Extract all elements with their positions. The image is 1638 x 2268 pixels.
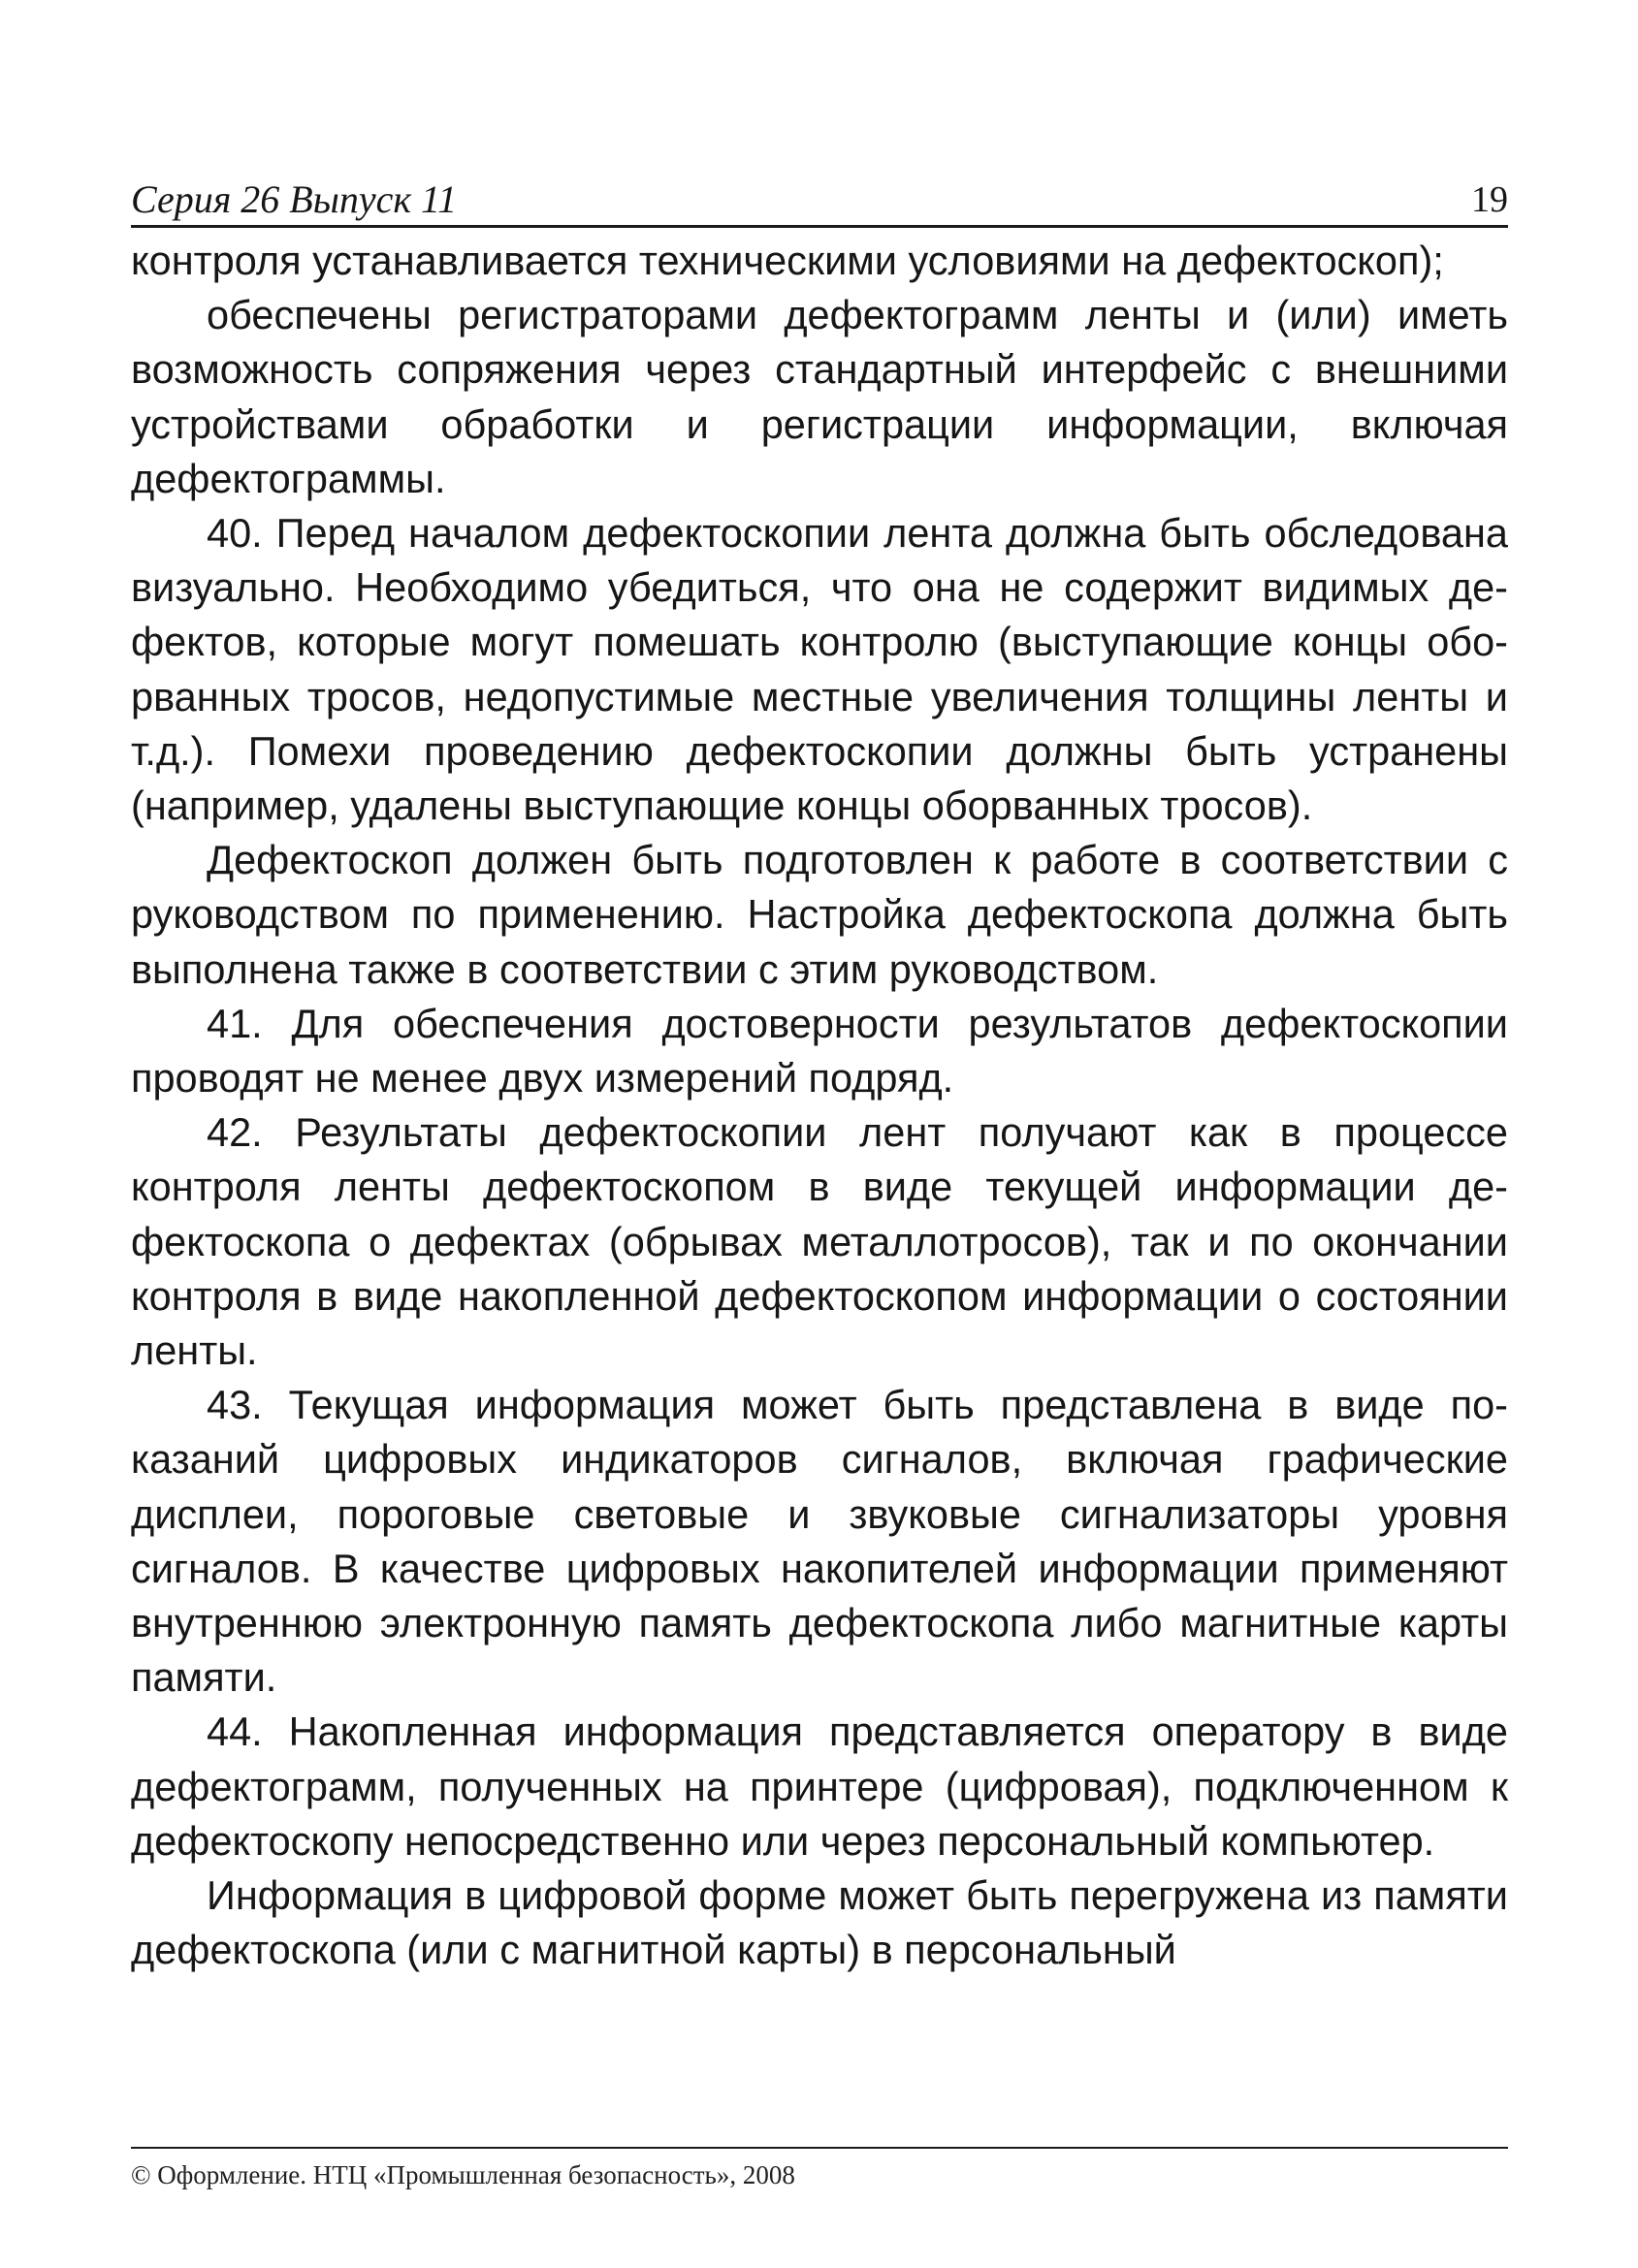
paragraph-item-42: 42. Результаты дефектоскопии лент получают как в процессе контроля ленты дефектоскопом в виде текущей информации дефектоскопа о дефектах (обрывах металлотросов), так и по окончании контроля в виде накопленной дефектоскопом информации о состоянии ленты. — [131, 1109, 1508, 1374]
paragraph-item-41: 41. Для обеспечения достоверности результатов дефектоскопии проводят не менее двух измерений подряд. — [131, 1000, 1508, 1102]
paragraph-digital-info: Информация в цифровой форме может быть перегружена из памяти дефектоскопа (или с магнитной карты) в персональный — [131, 1872, 1508, 1973]
page-number: 19 — [1471, 179, 1508, 220]
footer-copyright: © Оформление. НТЦ «Промышленная безопасность», 2008 — [131, 2160, 795, 2189]
body-text — [131, 234, 1508, 1978]
running-header — [131, 175, 1508, 228]
paragraph-recorders: обеспечены регистраторами дефектограмм ленты и (или) иметь возможность сопряжения через стандартный интерфейс с внешними устройствами обработки и регистрации информации, включая дефектограммы. — [131, 292, 1508, 501]
footer-divider — [131, 2147, 1508, 2149]
paragraph-continuation: контроля устанавливается техническими условиями на дефектоскоп); — [131, 238, 1444, 283]
series-title: Серия 26 Выпуск 11 — [131, 177, 458, 221]
paragraph-item-44: 44. Накопленная информация представляется оператору в виде дефектограмм, полученных на принтере (цифровая), подключенном к дефектоскопу непосредственно или через персональный компьютер. — [131, 1709, 1508, 1864]
paragraph-item-40: 40. Перед началом дефектоскопии лента должна быть обследована визуально. Необходимо убедиться, что она не содержит видимых дефектов, которые могут помешать контролю (выступающие концы оборванных тросов, недопустимые местные увеличения толщины ленты и т.д.). Помехи проведению дефектоскопии должны быть устранены (например, удалены выступающие концы оборванных тросов). — [131, 510, 1508, 829]
page — [131, 175, 1508, 1978]
paragraph-flaw-detector-setup: Дефектоскоп должен быть подготовлен к работе в соответствии с руководством по применению. Настройка дефектоскопа должна быть выполнена также в соответствии с этим руководством. — [131, 837, 1508, 992]
paragraph-item-43: 43. Текущая информация может быть представлена в виде показаний цифровых индикаторов сигналов, включая графические дисплеи, пороговые световые и звуковые сигнализаторы уровня сигналов. В качестве цифровых накопителей информации применяют внутреннюю электронную память дефектоскопа либо магнитные карты памяти. — [131, 1382, 1508, 1701]
